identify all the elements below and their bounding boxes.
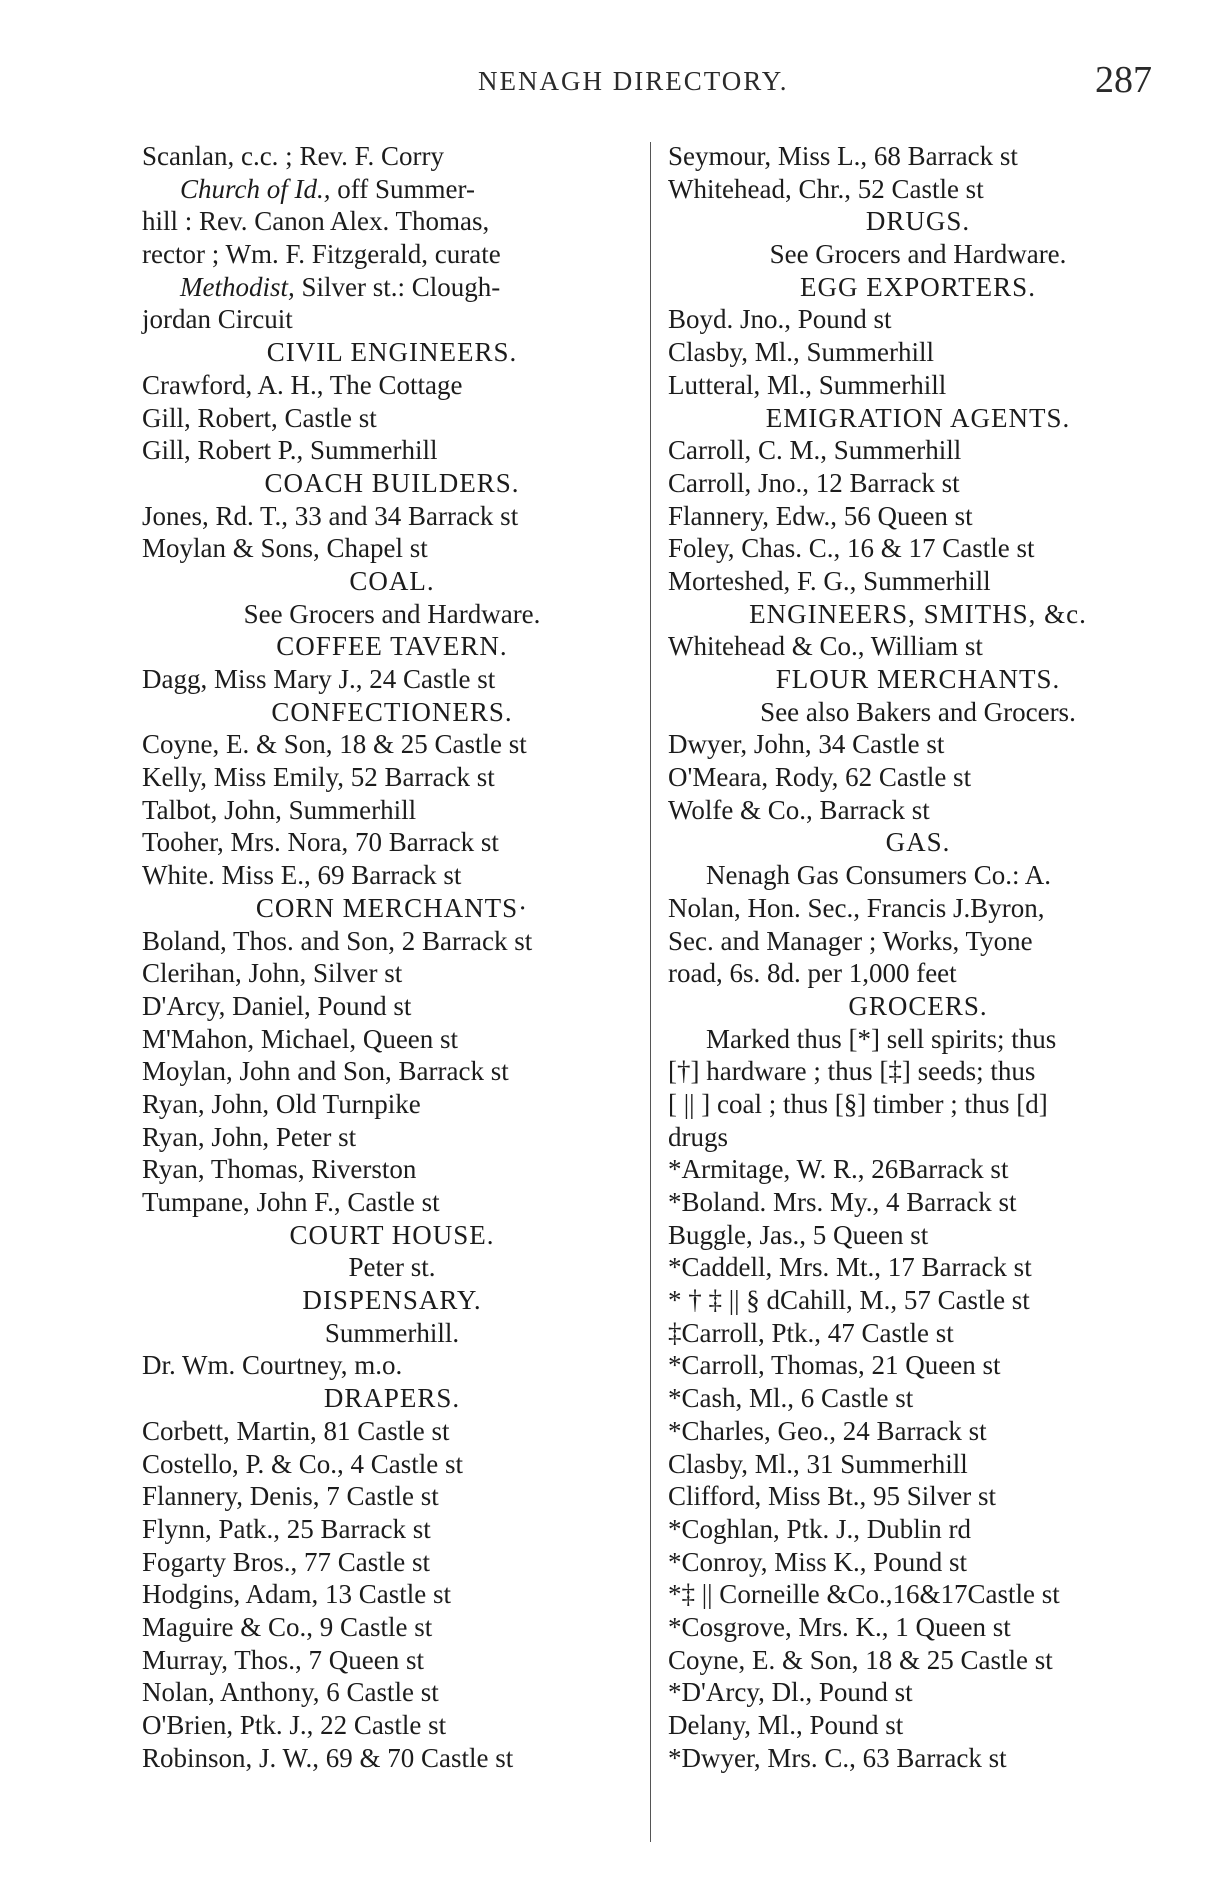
- directory-entry: Fogarty Bros., 77 Castle st: [142, 1546, 430, 1577]
- directory-entry: Gill, Robert, Castle st: [142, 402, 377, 433]
- directory-entry: road, 6s. 8d. per 1,000 feet: [668, 958, 957, 989]
- directory-entry: *Dwyer, Mrs. C., 63 Barrack st: [668, 1742, 1007, 1773]
- directory-entry: Tooher, Mrs. Nora, 70 Barrack st: [142, 827, 499, 858]
- section-heading: COFFEE TAVERN.: [276, 631, 508, 662]
- directory-entry: Costello, P. & Co., 4 Castle st: [142, 1448, 464, 1479]
- directory-entry: M'Mahon, Michael, Queen st: [142, 1023, 459, 1054]
- section-heading: FLOUR MERCHANTS.: [775, 664, 1061, 694]
- directory-entry: Clasby, Ml., 31 Summerhill: [668, 1448, 968, 1479]
- directory-entry: Murray, Thos., 7 Queen st: [142, 1644, 424, 1675]
- directory-entry: Clerihan, John, Silver st: [142, 958, 403, 989]
- right-column: [668, 140, 1168, 1774]
- directory-entry: rector ; Wm. F. Fitzgerald, curate: [142, 239, 501, 270]
- directory-entry: Wolfe & Co., Barrack st: [668, 794, 930, 825]
- directory-entry: Flannery, Denis, 7 Castle st: [142, 1481, 439, 1512]
- directory-entry: Seymour, Miss L., 68 Barrack st: [668, 141, 1018, 171]
- section-heading: DRUGS.: [865, 206, 971, 237]
- column-divider: [650, 142, 651, 1842]
- directory-entry: Talbot, John, Summerhill: [142, 794, 417, 825]
- section-heading: DRAPERS.: [323, 1383, 461, 1414]
- directory-entry: Flannery, Edw., 56 Queen st: [668, 500, 973, 531]
- directory-entry: Boland, Thos. and Son, 2 Barrack st: [142, 925, 533, 956]
- page-header: [0, 58, 1214, 108]
- directory-entry: ‡Carroll, Ptk., 47 Castle st: [668, 1317, 954, 1348]
- directory-entry: [†] hardware ; thus [‡] seeds; thus: [668, 1056, 1036, 1087]
- directory-entry: Sec. and Manager ; Works, Tyone: [668, 925, 1033, 956]
- directory-entry: Robinson, J. W., 69 & 70 Castle st: [142, 1742, 514, 1773]
- directory-entry: Moylan & Sons, Chapel st: [142, 533, 428, 564]
- directory-entry: Morteshed, F. G., Summerhill: [668, 565, 991, 596]
- directory-entry: Foley, Chas. C., 16 & 17 Castle st: [668, 533, 1035, 564]
- directory-entry: Whitehead & Co., William st: [668, 631, 983, 662]
- directory-entry: *Cash, Ml., 6 Castle st: [668, 1383, 914, 1414]
- section-heading: GROCERS.: [848, 990, 988, 1021]
- directory-entry: O'Brien, Ptk. J., 22 Castle st: [142, 1710, 447, 1740]
- directory-entry: *Carroll, Thomas, 21 Queen st: [668, 1350, 1001, 1381]
- directory-entry: Flynn, Patk., 25 Barrack st: [142, 1513, 431, 1544]
- directory-entry: *Caddell, Mrs. Mt., 17 Barrack st: [668, 1252, 1032, 1283]
- directory-entry: Clifford, Miss Bt., 95 Silver st: [668, 1481, 997, 1512]
- directory-entry: Scanlan, c.c. ; Rev. F. Corry: [142, 141, 445, 171]
- directory-entry: Ryan, John, Old Turnpike: [142, 1088, 421, 1119]
- section-note: Peter st.: [348, 1252, 436, 1283]
- directory-entry: Marked thus [*] sell spirits; thus: [706, 1023, 1057, 1054]
- section-heading: COURT HOUSE.: [289, 1219, 495, 1250]
- entry-label: Methodist,: [180, 271, 295, 302]
- directory-entry: Nenagh Gas Consumers Co.: A.: [706, 860, 1051, 891]
- directory-entry: Carroll, C. M., Summerhill: [668, 435, 962, 466]
- directory-entry: [142, 173, 642, 206]
- directory-entry: Hodgins, Adam, 13 Castle st: [142, 1579, 451, 1610]
- section-heading: COAL.: [349, 565, 435, 596]
- directory-entry: *Armitage, W. R., 26Barrack st: [668, 1154, 1009, 1185]
- directory-entry: White. Miss E., 69 Barrack st: [142, 860, 462, 891]
- entry-label: Church of Id.,: [180, 173, 331, 204]
- directory-entry: [142, 271, 642, 304]
- directory-entry: * † ‡ || § dCahill, M., 57 Castle st: [668, 1285, 1030, 1316]
- directory-entry: *Charles, Geo., 24 Barrack st: [668, 1415, 987, 1446]
- section-heading: EGG EXPORTERS.: [800, 271, 1036, 302]
- directory-entry: Carroll, Jno., 12 Barrack st: [668, 467, 960, 498]
- section-note: See also Bakers and Grocers.: [760, 696, 1076, 727]
- directory-entry: Clasby, Ml., Summerhill: [668, 337, 935, 368]
- section-heading: ENGINEERS, SMITHS, &c.: [749, 598, 1087, 629]
- directory-entry: [ || ] coal ; thus [§] timber ; thus [d]: [668, 1088, 1048, 1119]
- directory-entry: Tumpane, John F., Castle st: [142, 1187, 440, 1217]
- directory-entry: Whitehead, Chr., 52 Castle st: [668, 173, 984, 204]
- section-note: See Grocers and Hardware.: [243, 598, 541, 629]
- directory-entry: D'Arcy, Daniel, Pound st: [142, 990, 412, 1021]
- directory-entry: drugs: [668, 1121, 728, 1152]
- page-number: 287: [1095, 59, 1152, 101]
- directory-entry: Dwyer, John, 34 Castle st: [668, 729, 945, 760]
- directory-entry: hill : Rev. Canon Alex. Thomas,: [142, 206, 490, 237]
- directory-entry: Ryan, John, Peter st: [142, 1121, 357, 1152]
- directory-entry: Crawford, A. H., The Cottage: [142, 369, 463, 400]
- directory-entry: Coyne, E. & Son, 18 & 25 Castle st: [668, 1644, 1053, 1675]
- directory-entry: Dr. Wm. Courtney, m.o.: [142, 1350, 403, 1381]
- directory-entry: *Boland. Mrs. My., 4 Barrack st: [668, 1187, 1017, 1217]
- directory-entry: *Cosgrove, Mrs. K., 1 Queen st: [668, 1611, 1011, 1642]
- directory-entry: Lutteral, Ml., Summerhill: [668, 369, 947, 400]
- entry-text: Silver st.: Clough-: [294, 271, 501, 302]
- directory-entry: Nolan, Anthony, 6 Castle st: [142, 1677, 439, 1708]
- directory-entry: Dagg, Miss Mary J., 24 Castle st: [142, 664, 496, 694]
- directory-entry: Corbett, Martin, 81 Castle st: [142, 1415, 450, 1446]
- section-heading: CORN MERCHANTS·: [255, 892, 529, 923]
- directory-entry: Nolan, Hon. Sec., Francis J.Byron,: [668, 892, 1045, 923]
- directory-entry: *D'Arcy, Dl., Pound st: [668, 1677, 913, 1708]
- entry-text: off Summer-: [330, 173, 475, 204]
- directory-entry: *Conroy, Miss K., Pound st: [668, 1546, 968, 1577]
- directory-entry: Maguire & Co., 9 Castle st: [142, 1611, 433, 1642]
- directory-entry: Coyne, E. & Son, 18 & 25 Castle st: [142, 729, 527, 760]
- section-heading: GAS.: [885, 827, 951, 858]
- directory-entry: Boyd. Jno., Pound st: [668, 304, 892, 335]
- directory-entry: Delany, Ml., Pound st: [668, 1710, 904, 1740]
- directory-entry: Moylan, John and Son, Barrack st: [142, 1056, 509, 1087]
- section-heading: DISPENSARY.: [302, 1285, 482, 1316]
- directory-entry: jordan Circuit: [142, 304, 293, 335]
- directory-entry: *Coghlan, Ptk. J., Dublin rd: [668, 1513, 972, 1544]
- directory-entry: *‡ || Corneille &Co.,16&17Castle st: [668, 1579, 1060, 1610]
- directory-entry: Jones, Rd. T., 33 and 34 Barrack st: [142, 500, 519, 531]
- directory-entry: O'Meara, Rody, 62 Castle st: [668, 762, 972, 793]
- section-heading: EMIGRATION AGENTS.: [765, 402, 1071, 433]
- directory-entry: Buggle, Jas., 5 Queen st: [668, 1219, 929, 1250]
- directory-entry: Ryan, Thomas, Riverston: [142, 1154, 417, 1185]
- running-title: NENAGH DIRECTORY.: [478, 66, 789, 96]
- section-note: Summerhill.: [324, 1317, 460, 1348]
- section-heading: CONFECTIONERS.: [271, 696, 513, 727]
- section-note: See Grocers and Hardware.: [769, 239, 1067, 270]
- section-heading: COACH BUILDERS.: [264, 467, 520, 498]
- left-column: [142, 140, 642, 1774]
- directory-entry: Kelly, Miss Emily, 52 Barrack st: [142, 762, 495, 793]
- directory-entry: Gill, Robert P., Summerhill: [142, 435, 438, 466]
- section-heading: CIVIL ENGINEERS.: [266, 337, 518, 368]
